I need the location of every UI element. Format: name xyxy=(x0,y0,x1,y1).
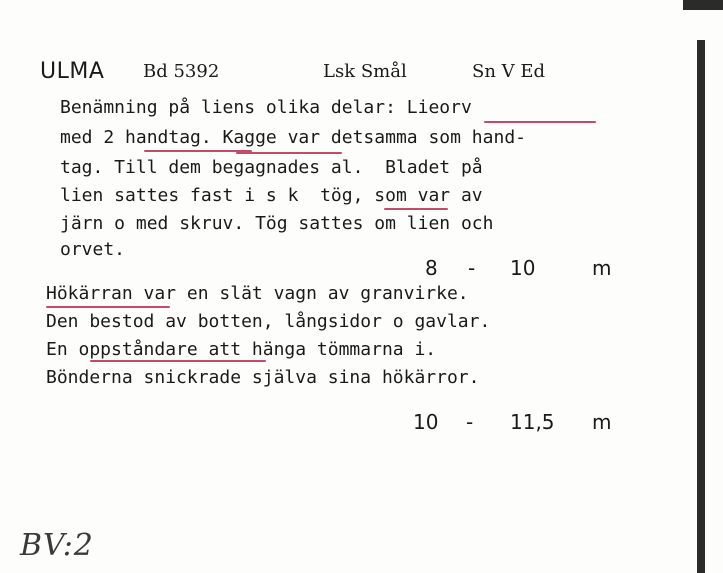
card-header xyxy=(40,58,640,88)
text-line: En oppståndare att hänga tömmarna i. xyxy=(46,339,437,360)
card-edge-top xyxy=(683,0,723,10)
text-line: med 2 handtag. Kagge var detsamma som hand- xyxy=(60,127,526,148)
card-edge-right xyxy=(697,40,705,573)
text-line: Hökärran var en slät vagn av granvirke. xyxy=(46,283,469,304)
underline-mark xyxy=(46,306,170,308)
text-line: Den bestod av botten, långsidor o gavlar. xyxy=(46,311,491,332)
underline-mark xyxy=(384,208,448,210)
underline-mark xyxy=(236,152,342,154)
header-site: ULMA xyxy=(40,59,105,84)
text-line: orvet. xyxy=(60,239,126,260)
header-landskap: Lsk Smål xyxy=(323,61,407,82)
handwritten-note: BV:2 xyxy=(20,528,94,563)
measure-from: 8 xyxy=(425,256,438,280)
header-socken: Sn V Ed xyxy=(472,61,546,82)
measure-unit: m xyxy=(592,410,612,434)
measure-to: 11,5 xyxy=(510,410,555,434)
text-line: lien sattes fast i s k tög, som var av xyxy=(60,185,483,206)
measure-dash: - xyxy=(468,256,476,280)
measure-from: 10 xyxy=(413,410,439,434)
measure-dash: - xyxy=(466,410,474,434)
underline-mark xyxy=(484,121,596,123)
text-line: järn o med skruv. Tög sattes om lien och xyxy=(60,213,494,234)
header-ref: Bd 5392 xyxy=(143,61,220,82)
text-line: Bönderna snickrade själva sina hökärror. xyxy=(46,367,480,388)
underline-mark xyxy=(90,360,266,362)
text-line: Benämning på liens olika delar: Lieorv xyxy=(60,97,472,118)
text-line: tag. Till dem begagnades al. Bladet på xyxy=(60,157,483,178)
measure-to: 10 xyxy=(510,256,536,280)
measure-unit: m xyxy=(592,256,612,280)
